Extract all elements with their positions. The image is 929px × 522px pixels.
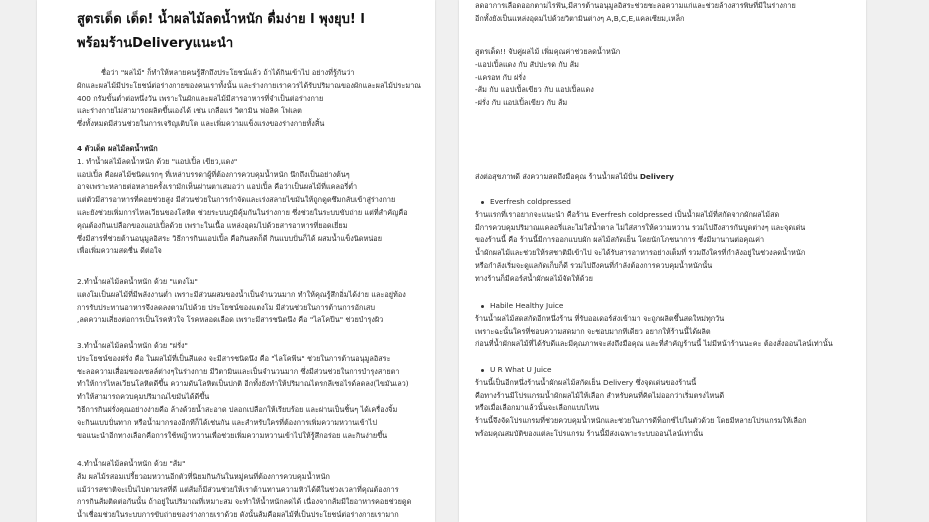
section-apple: 4 ตัวเด็ด ผลไม้ลดน้ำหนัก 1. ทำน้ำผลไม้ลดน้ำหนัก ด้วย "แอปเปิ้ล เขียว,แดง" แอปเปิ้ล คือผลไม้ชนิดแรกๆ ที่เหล่าบรรดาผู้ที่ต้องการควบคุมน้ำหนัก นึกถึงเป็นอย่างต้นๆ อาจเพราะหลายต่อหลายครั้งเรามักเห็นผ่านตาเสมอว่า แอปเปิ้ล คือว่าเป็นผลไม้ที่แคลอรี่ต่ำ แต่ตัวมีสารอาหารที่คอยช่วยสูง มีส่วนช่วยในการกำจัดและเร่งสลายไขมันให้ถูกดูดซึมกลับเข้าสู่ร่างกาย และยังช่วยเพิ่มการไหลเวียนของโลหิต ช่วยระบบภูมิคุ้มกันในร่างกาย ซึ่งช่วยในระบบขับถ่าย แต่ที่สำคัญคือ คุณต้องกินเปลือกของแอปเปิ้ลด้วย เพราะในเนื้อ แหล่งอุดมไปด้วยสารอาหารที่ยอดเยี่ยม ซึ่งมีสารที่ช่วยต้านอนุมูลอิสระ วิธีการกินแอปเปิ้ล คือกินสดก็ดี กินแบบปั่นก็ได้ ผสมน้ำแข็งนิดหน่อย เพื่อเพิ่มความสดชื่น ดีต่อใจ <box>77 144 408 256</box>
delivery-intro: ส่งต่อสุขภาพดี ส่งความสดถึงมือคุณ ร้านน้ำผลไม้ปั่น Delivery <box>475 172 674 181</box>
combo-item: -ฝรั่ง กับ แอปเปิ้ลเขียว กับ ส้ม <box>475 98 568 108</box>
combo-section <box>475 46 620 110</box>
combo-item: -แครอท กับ ฝรั่ง <box>475 72 526 82</box>
document-page-left <box>37 0 435 522</box>
intro-paragraph: ชื่อว่า "ผลไม้" ก็ทำให้หลายคนรู้สึกถึงประโยชน์แล้ว ถ้าได้กินเข้าไป อย่างที่รู้กันว่า ผักและผลไม้มีประโยชน์ต่อร่างกายของคนเราทั้งนั้น และร่างกายเราควรได้รับปริมาณของผักและผลไม้ประมาณ 400 กรัมขั้นต่ำต่อหนึ่งวัน เพราะในผักและผลไม้มีสารอาหารที่จำเป็นต่อร่างกาย และร่างกายไม่สามารถผลิตขึ้นเองได้ เช่น เกลือแร่ วิตามิน ฟอลิค โฟเลต ซึ่งทั้งหมดมีส่วนช่วยในการเจริญเติบโต และเพิ่มความแข็งแรงของร่างกายทั้งสิ้น <box>77 68 422 129</box>
item1-title: 1. ทำน้ำผลไม้ลดน้ำหนัก ด้วย "แอปเปิ้ล เขียว,แดง" <box>77 156 238 166</box>
bullet-icon <box>481 201 484 204</box>
shop-habile: Habile Healthy Juice ร้านน้ำผลไม้สดสกัดอีกหนึ่งร้าน ที่รับออเดอร์ส่งเข้ามา จะถูกผลิตขึ้นสดใหม่ทุกวัน เพราะฉะนั้นใครที่ชอบความสดมาก จะชอบมากทีเดียว อยากให้ร้านนี้ได้ผลิต ก่อนที่น้ำผักผลไม้ที่ได้รับดีและมีคุณภาพจะส่งถึงมือคุณ และที่สำคัญร้านนี้ ไม่มีหน้าร้านนะคะ ต้องสั่งออนไลน์เท่านั้น <box>475 301 833 349</box>
item4-title: 4.ทำน้ำผลไม้ลดน้ำหนัก ด้วย "ส้ม" <box>77 459 186 468</box>
item2-title: 2.ทำน้ำผลไม้ลดน้ำหนัก ด้วย "แตงโม" <box>77 277 198 286</box>
section-watermelon: 2.ทำน้ำผลไม้ลดน้ำหนัก ด้วย "แตงโม" แตงโมเป็นผลไม้ที่มีพลังงานต่ำ เพราะมีส่วนผสมของน้ำเป็นจำนวนมาก ทำให้คุณรู้สึกอิ่มได้ง่าย และอยู่ท้อง การรับประทานอาหารจึงลดลงตามไปด้วย ประโยชน์ของแตงโม มีส่วนช่วยในการต้านการอักเสบ ,ลดความเสี่ยงต่อการเป็นโรคหัวใจ โรคหลอดเลือด เพราะมีสารชนิดนึง คือ "ไลโคปีน" ช่วยบำรุงผิว <box>77 277 406 325</box>
shop-everfresh: Everfresh coldpressed ร้านแรกที่เราอยากจะแนะนำ คือร้าน Everfresh coldpressed เป็นน้ำผลไม้ที่สกัดจากผักผลไม้สด มีการควบคุมปริมาณแคลอรี่และไม่ใส่น้ำตาล ไม่ใส่สารให้ความหวาน รวมไปถึงสารกันบูดต่างๆ และจุดเด่น ของร้านนี้ คือ ร้านนี้มีการออกแบบผัก ผลไม้สกัดเย็น โดยนักโภชนาการ ซึ่งมีมานานต่อคุณค่า น้ำผักผลไม้และช่วยให้รสชาติมีเข้าไป จะได้รับสารอาหารอย่างเต็มที่ รวมถึงใครที่กำลังอยู่ในช่วงลดน้ำหนัก หรือกำลังเริ่มจะดูแลกัดเก็บก็ดี รวมไปถึงคนที่กำลังต้องการควบคุมน้ำหนักนั้น ทางร้านก็มีคอร์สน้ำผักผลไม้จัดให้ด้วย <box>475 197 806 283</box>
shop-name: Habile Healthy Juice <box>490 301 564 310</box>
vitamin-continuation: ลดอาการเลือดออกตามไรฟัน,มีสารต้านอนุมูลอิสระช่วยชะลอความแก่และช่วยล้างสารพิษที่มีในร่างกาย อีกทั้งยังเป็นแหล่งอุดมไปด้วยวิตามินต่างๆ A,B,C,E,แคลเซียม,เหล็ก <box>475 1 796 23</box>
combo-title: สูตรเด็ด!! จับคู่ผลไม้ เพิ่มคุณค่าช่วยลดน้ำหนัก <box>475 47 621 56</box>
combo-item: -แอปเปิ้ลแดง กับ สัปปะรด กับ ส้ม <box>475 59 579 69</box>
shop-name: Everfresh coldpressed <box>490 197 571 206</box>
section-orange: 4.ทำน้ำผลไม้ลดน้ำหนัก ด้วย "ส้ม" ส้ม ผลไม้รสอมเปรี้ยวอมหวานอีกตัวที่นิยมกินกันในหมู่คนที่ต้องการควบคุมน้ำหนัก แม้ว่ารสชาติจะเป็นไปตามรสที่ดี แต่ส้มก็มีส่วนช่วยให้เราต้านทานความหิวได้ดีในช่วงเวลาที่คุณต้องการ การกินส้มติดต่อกันนั้น ถ้าอยู่ในปริมาณที่เหมาะสม จะทำให้น้ำหนักลดได้ เนื่องจากส้มมีใยอาหารคอยช่วยดูด น้ำเชื่อมช่วยในระบบการขับถ่ายของร่างกายเราด้วย ดังนั้นส้มคือผลไม้ที่เป็นประโยชน์ต่อร่างกายเรามาก <box>77 459 412 520</box>
title-line-1: สูตรเด็ด เด็ด! น้ำผลไม้ลดน้ำหนัก ดื่มง่าย l พุงยุบ! l <box>77 12 365 27</box>
delivery-brand: Delivery <box>639 172 674 181</box>
section-guava: 3.ทำน้ำผลไม้ลดน้ำหนัก ด้วย "ฝรั่ง" ประโยชน์ของฝรั่ง คือ ในผลไม้ที่เป็นสีแดง จะมีสารชนิดนึง คือ "ไลโคพีน" ช่วยในการต้านอนุมูลอิสระ ชะลอความเสื่อมของเซลล์ต่างๆในร่างกาย มีวิตามินและเป็นจำนวนมาก ซึ่งมีส่วนช่วยในการบำรุงสายตา ทำให้การไหลเวียนโลหิตดีขึ้น ความดันโลหิตเป็นปกติ อีกทั้งยังทำให้ปริมาณไตรกลีเซอไรด์ลดลง(ไขมันเลว) ทำให้สามารถควบคุมปริมาณไขมันได้ดีขึ้น วิธีการกินฝรั่งคุณอย่างง่ายคือ ล้างด้วยน้ำสะอาด ปลอกเปลือกให้เรียบร้อย และฝานเป็นชิ้นๆ ได้เครื่องจิ้ม จะกินแบบปั่นทาก หรือน้ำมากรองอีกทีก็ได้เช่นกัน และสำหรับใครที่ต้องการเพิ่มความหวานเข้าไป ขอแนะนำอีกทางเลือกคือการใช้หญ้าหวานเพื่อช่วยเพิ่มความหวานเข้าไปให้รู้สึกอร่อย และกินง่ายขึ้น <box>77 341 409 440</box>
bullet-icon <box>481 305 484 308</box>
title-line-2: พร้อมร้านDeliveryแนะนำ <box>77 36 234 51</box>
document-page-right <box>459 0 866 522</box>
bullet-icon <box>481 369 484 372</box>
shop-name: U R What U Juice <box>490 365 552 374</box>
combo-item: -ส้ม กับ แอปเปิ้ลเขียว กับ แอปเปิ้ลแดง <box>475 85 594 95</box>
section-heading: 4 ตัวเด็ด ผลไม้ลดน้ำหนัก <box>77 144 158 153</box>
shop-urwhatujuice: U R What U Juice ร้านนี้เป็นอีกหนึ่งร้านน้ำผักผลไม้สกัดเย็น Delivery ซึ่งจุดเด่นของร้านนี้ คือทางร้านมีโปรแกรมน้ำผักผลไม้ให้เลือก สำหรับคนที่คิดไม่ออกว่าเริ่มตรงไหนดี หรือเมื่อเลือกมาแล้วนั้นจะเลือกแบบไหน ร้านนี้จึงจัดโปรแกรมที่ช่วยควบคุมน้ำหนักและช่วยในการดีท็อกซ์ไปในตัวด้วย โดยมีหลายโปรแกรมให้เลือก พร้อมคุณสมบัติของแต่ละโปรแกรม ร้านนี้มีส่งเฉพาะระบบออนไลน์เท่านั้น <box>475 365 807 438</box>
article-title <box>77 10 427 54</box>
item3-title: 3.ทำน้ำผลไม้ลดน้ำหนัก ด้วย "ฝรั่ง" <box>77 341 188 350</box>
